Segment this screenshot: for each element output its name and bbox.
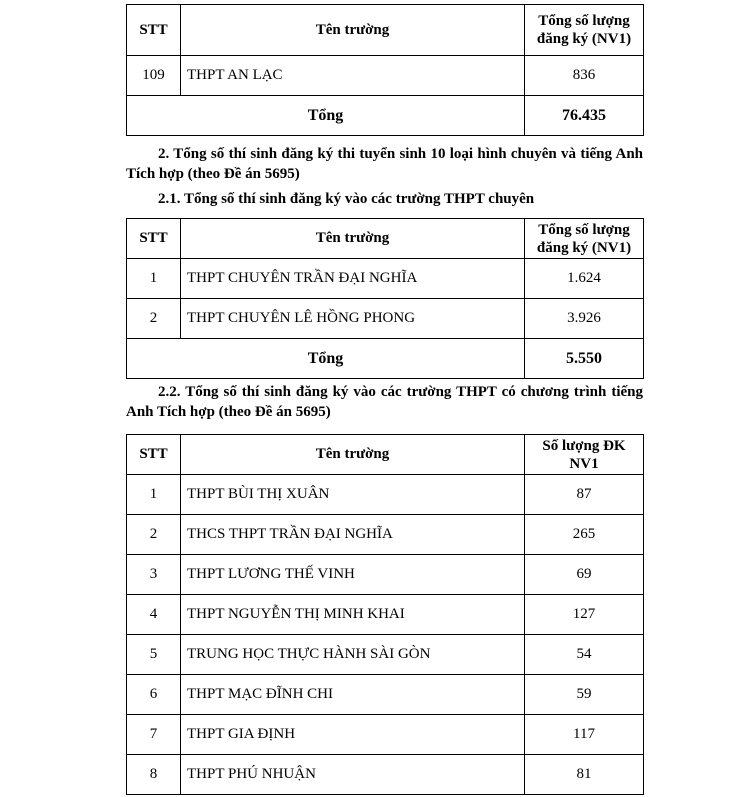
cell-school-name: THPT NGUYỄN THỊ MINH KHAI xyxy=(181,595,525,635)
total-label: Tổng xyxy=(127,96,525,136)
header-count: Tổng số lượng đăng ký (NV1) xyxy=(525,5,644,56)
cell-count: 87 xyxy=(525,475,644,515)
table-header-row xyxy=(127,219,644,259)
header-count: Tổng số lượng đăng ký (NV1) xyxy=(525,219,644,259)
cell-school-name: THPT CHUYÊN LÊ HỒNG PHONG xyxy=(181,299,525,339)
table-2 xyxy=(126,218,644,379)
cell-school-name: THPT GIA ĐỊNH xyxy=(181,715,525,755)
total-value: 5.550 xyxy=(525,339,644,379)
cell-school-name: THPT LƯƠNG THẾ VINH xyxy=(181,555,525,595)
cell-count: 69 xyxy=(525,555,644,595)
cell-school-name: THPT BÙI THỊ XUÂN xyxy=(181,475,525,515)
table-row xyxy=(127,555,644,595)
cell-count: 265 xyxy=(525,515,644,555)
table-row xyxy=(127,595,644,635)
total-row xyxy=(127,96,644,136)
total-value: 76.435 xyxy=(525,96,644,136)
cell-school-name: THPT PHÚ NHUẬN xyxy=(181,755,525,795)
table-row xyxy=(127,475,644,515)
table-row xyxy=(127,715,644,755)
cell-stt: 2 xyxy=(127,299,181,339)
cell-stt: 109 xyxy=(127,56,181,96)
cell-count: 1.624 xyxy=(525,259,644,299)
cell-stt: 6 xyxy=(127,675,181,715)
cell-stt: 5 xyxy=(127,635,181,675)
header-school-name: Tên trường xyxy=(181,219,525,259)
cell-stt: 1 xyxy=(127,475,181,515)
cell-stt: 2 xyxy=(127,515,181,555)
table-1 xyxy=(126,4,644,136)
cell-stt: 3 xyxy=(127,555,181,595)
table-row xyxy=(127,515,644,555)
header-count: Số lượng ĐK NV1 xyxy=(525,435,644,475)
cell-count: 127 xyxy=(525,595,644,635)
cell-count: 59 xyxy=(525,675,644,715)
cell-stt: 4 xyxy=(127,595,181,635)
cell-stt: 8 xyxy=(127,755,181,795)
table-row xyxy=(127,56,644,96)
cell-school-name: THPT MẠC ĐĨNH CHI xyxy=(181,675,525,715)
cell-school-name: THPT CHUYÊN TRẦN ĐẠI NGHĨA xyxy=(181,259,525,299)
cell-school-name: TRUNG HỌC THỰC HÀNH SÀI GÒN xyxy=(181,635,525,675)
cell-count: 54 xyxy=(525,635,644,675)
cell-stt: 7 xyxy=(127,715,181,755)
table-header-row xyxy=(127,435,644,475)
cell-school-name: THCS THPT TRẦN ĐẠI NGHĨA xyxy=(181,515,525,555)
section-2-2-heading: 2.2. Tổng số thí sinh đăng ký vào các trường THPT có chương trình tiếng Anh Tích hợp (theo Đề án 5695) xyxy=(126,384,643,420)
table-row xyxy=(127,675,644,715)
table-header-row xyxy=(127,5,644,56)
table-row xyxy=(127,755,644,795)
table-row xyxy=(127,299,644,339)
cell-count: 836 xyxy=(525,56,644,96)
header-stt: STT xyxy=(127,219,181,259)
cell-count: 3.926 xyxy=(525,299,644,339)
section-2-1-heading: 2.1. Tổng số thí sinh đăng ký vào các trường THPT chuyên xyxy=(158,191,535,207)
total-label: Tổng xyxy=(127,339,525,379)
total-row xyxy=(127,339,644,379)
cell-school-name: THPT AN LẠC xyxy=(181,56,525,96)
header-school-name: Tên trường xyxy=(181,5,525,56)
section-2-heading: 2. Tổng số thí sinh đăng ký thi tuyển sinh 10 loại hình chuyên và tiếng Anh Tích hợp (theo Đề án 5695) xyxy=(126,146,643,182)
header-school-name: Tên trường xyxy=(181,435,525,475)
cell-count: 117 xyxy=(525,715,644,755)
table-row xyxy=(127,259,644,299)
cell-stt: 1 xyxy=(127,259,181,299)
table-row xyxy=(127,635,644,675)
cell-count: 81 xyxy=(525,755,644,795)
table-3 xyxy=(126,434,644,795)
header-stt: STT xyxy=(127,435,181,475)
header-stt: STT xyxy=(127,5,181,56)
